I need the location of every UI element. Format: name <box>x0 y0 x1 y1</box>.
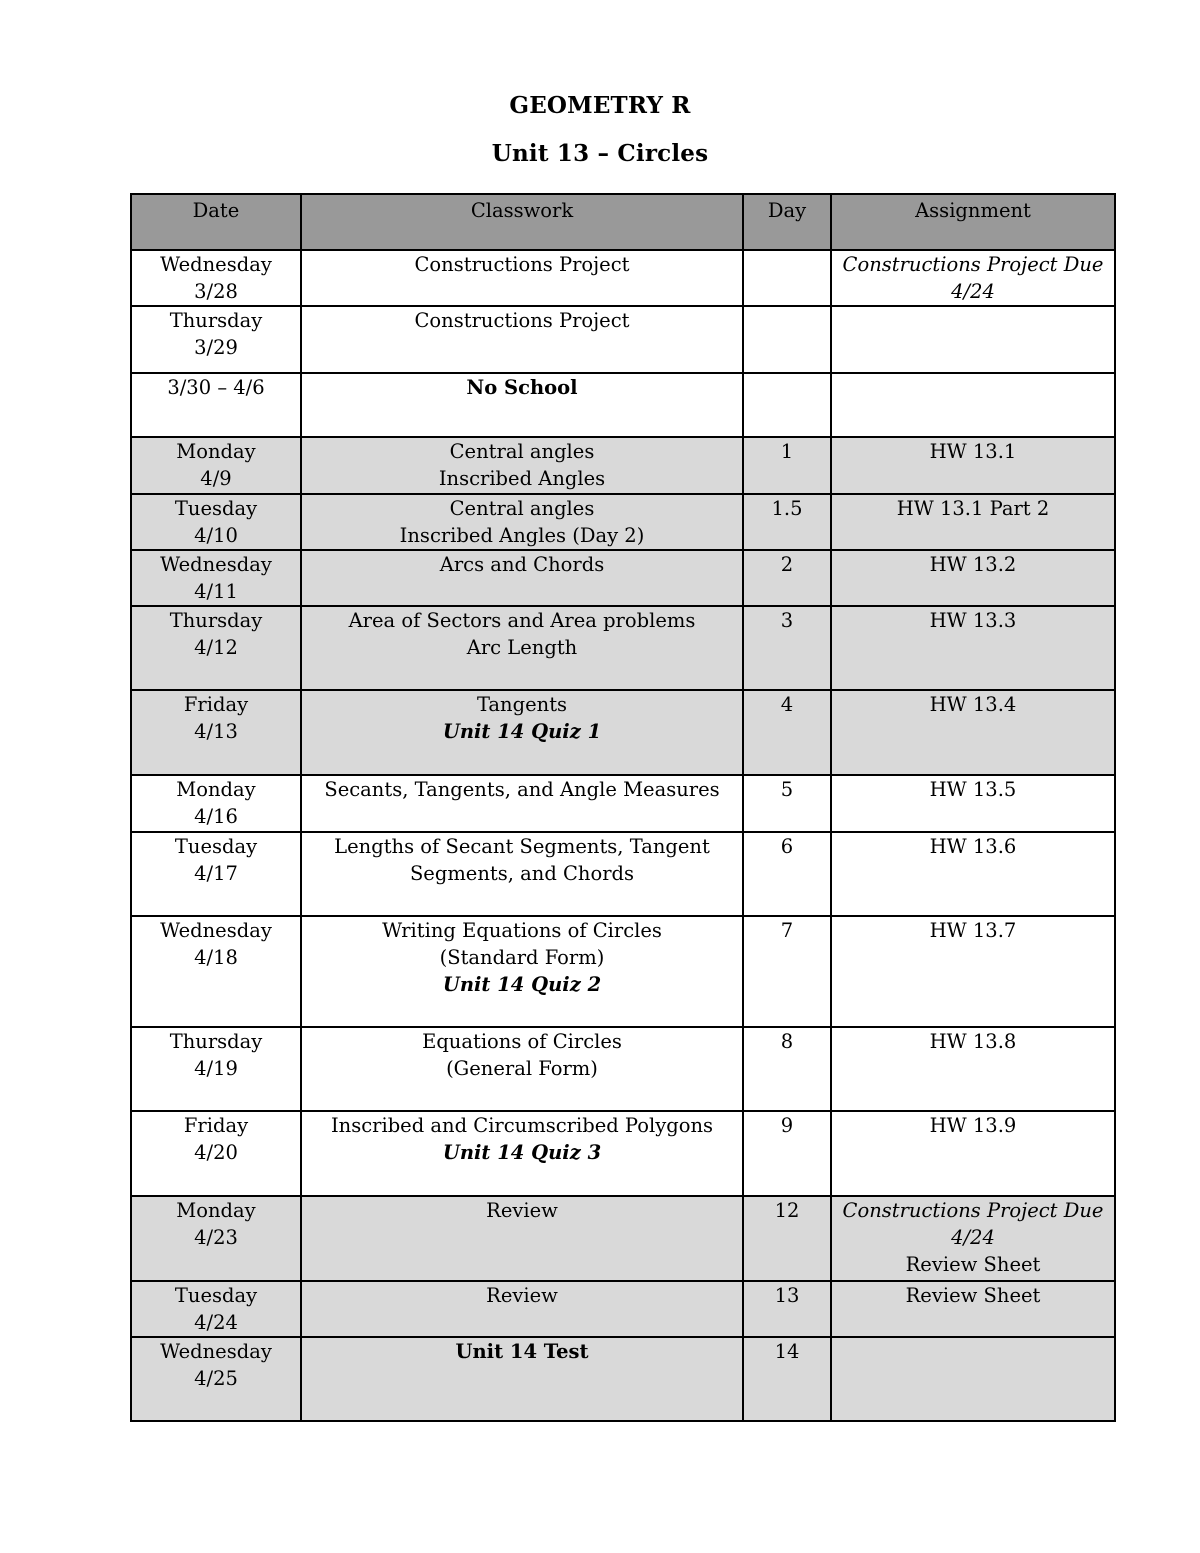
classwork-text: Arc Length <box>466 636 578 659</box>
assignment-text: 4/24 <box>951 1226 995 1249</box>
table-row <box>131 1337 1115 1421</box>
table-row <box>131 1281 1115 1337</box>
assignment-text: HW 13.3 <box>929 609 1017 632</box>
date-text: Friday <box>183 693 249 716</box>
classwork-text: (Standard Form) <box>439 946 605 969</box>
assignment-cell <box>831 916 1115 1027</box>
classwork-text: Arcs and Chords <box>439 553 605 576</box>
table-row <box>131 1196 1115 1281</box>
assignment-text: HW 13.9 <box>929 1114 1017 1137</box>
table-row <box>131 1027 1115 1111</box>
classwork-cell <box>301 832 743 916</box>
day-cell <box>743 437 831 494</box>
table-row <box>131 832 1115 916</box>
classwork-text: Unit 14 Quiz 2 <box>442 973 602 996</box>
classwork-text: Segments, and Chords <box>409 862 635 885</box>
assignment-text: Constructions Project Due <box>842 1199 1104 1222</box>
date-text: Thursday <box>169 1030 263 1053</box>
day-cell <box>743 550 831 606</box>
classwork-cell <box>301 690 743 775</box>
day-text: 5 <box>780 778 794 801</box>
classwork-cell <box>301 494 743 550</box>
table-row <box>131 494 1115 550</box>
header-date: Date <box>131 194 301 250</box>
assignment-text: HW 13.6 <box>929 835 1017 858</box>
date-text: 4/20 <box>194 1141 238 1164</box>
assignment-cell <box>831 494 1115 550</box>
classwork-cell <box>301 1337 743 1421</box>
schedule-table <box>130 193 1116 1422</box>
day-cell <box>743 1111 831 1196</box>
date-text: 4/10 <box>194 524 238 547</box>
date-cell <box>131 550 301 606</box>
date-text: Tuesday <box>174 835 258 858</box>
day-text: 6 <box>780 835 794 858</box>
assignment-text: HW 13.1 <box>929 440 1017 463</box>
date-cell <box>131 250 301 306</box>
day-cell <box>743 1196 831 1281</box>
assignment-cell <box>831 1027 1115 1111</box>
assignment-text: HW 13.1 Part 2 <box>896 497 1050 520</box>
date-text: 4/16 <box>194 805 238 828</box>
classwork-text: Inscribed Angles <box>438 467 606 490</box>
table-row <box>131 916 1115 1027</box>
classwork-cell <box>301 1281 743 1337</box>
classwork-cell <box>301 775 743 832</box>
day-cell <box>743 916 831 1027</box>
assignment-cell <box>831 1337 1115 1421</box>
day-cell <box>743 1027 831 1111</box>
assignment-cell <box>831 373 1115 437</box>
table-row <box>131 373 1115 437</box>
date-cell <box>131 1111 301 1196</box>
table-row <box>131 606 1115 690</box>
table-row <box>131 775 1115 832</box>
assignment-text: Review Sheet <box>905 1284 1041 1307</box>
date-text: Thursday <box>169 309 263 332</box>
date-cell <box>131 1196 301 1281</box>
classwork-text: Central angles <box>449 497 595 520</box>
day-cell <box>743 1337 831 1421</box>
date-text: 4/12 <box>194 636 238 659</box>
date-text: Tuesday <box>174 497 258 520</box>
date-cell <box>131 832 301 916</box>
date-text: Thursday <box>169 609 263 632</box>
date-text: 4/13 <box>194 720 238 743</box>
day-cell <box>743 373 831 437</box>
date-cell <box>131 494 301 550</box>
assignment-cell <box>831 1281 1115 1337</box>
table-row <box>131 550 1115 606</box>
header-row <box>131 194 1115 250</box>
classwork-text: Review <box>486 1284 558 1307</box>
assignment-cell <box>831 250 1115 306</box>
classwork-text: (General Form) <box>446 1057 598 1080</box>
day-text: 1.5 <box>771 497 803 520</box>
classwork-text: Constructions Project <box>414 309 630 332</box>
date-cell <box>131 437 301 494</box>
table-row <box>131 250 1115 306</box>
table-row <box>131 1111 1115 1196</box>
classwork-text: Inscribed and Circumscribed Polygons <box>330 1114 714 1137</box>
classwork-text: Central angles <box>449 440 595 463</box>
date-cell <box>131 1027 301 1111</box>
date-text: 4/24 <box>194 1311 238 1334</box>
date-text: 4/25 <box>194 1367 238 1390</box>
day-text: 12 <box>774 1199 800 1222</box>
classwork-text: Unit 14 Quiz 1 <box>442 720 602 743</box>
date-cell <box>131 690 301 775</box>
assignment-cell <box>831 775 1115 832</box>
date-text: Tuesday <box>174 1284 258 1307</box>
assignment-cell <box>831 437 1115 494</box>
assignment-text: HW 13.4 <box>929 693 1017 716</box>
date-text: 4/11 <box>194 580 238 603</box>
date-cell <box>131 775 301 832</box>
date-text: Wednesday <box>160 1340 272 1363</box>
document-title: GEOMETRY R <box>509 92 691 119</box>
date-text: 4/18 <box>194 946 238 969</box>
day-text: 8 <box>780 1030 794 1053</box>
classwork-cell <box>301 606 743 690</box>
date-text: Monday <box>176 1199 256 1222</box>
header-classwork: Classwork <box>301 194 743 250</box>
table-row <box>131 690 1115 775</box>
classwork-cell <box>301 1027 743 1111</box>
classwork-cell <box>301 1196 743 1281</box>
classwork-text: Secants, Tangents, and Angle Measures <box>324 778 720 801</box>
date-cell <box>131 1337 301 1421</box>
day-cell <box>743 250 831 306</box>
day-text: 4 <box>780 693 794 716</box>
classwork-text: Unit 14 Test <box>455 1340 589 1363</box>
day-text: 9 <box>780 1114 794 1137</box>
classwork-text: Inscribed Angles (Day 2) <box>399 524 645 547</box>
assignment-text: 4/24 <box>951 280 995 303</box>
assignment-cell <box>831 690 1115 775</box>
date-cell <box>131 373 301 437</box>
assignment-text: HW 13.7 <box>929 919 1017 942</box>
assignment-cell <box>831 1111 1115 1196</box>
day-cell <box>743 494 831 550</box>
date-cell <box>131 606 301 690</box>
day-text: 13 <box>774 1284 800 1307</box>
day-cell <box>743 606 831 690</box>
date-text: Friday <box>183 1114 249 1137</box>
date-text: Wednesday <box>160 553 272 576</box>
classwork-text: Equations of Circles <box>422 1030 622 1053</box>
date-text: 4/17 <box>194 862 238 885</box>
date-text: 3/30 – 4/6 <box>167 376 265 399</box>
assignment-cell <box>831 1196 1115 1281</box>
day-text: 1 <box>780 440 794 463</box>
date-text: Monday <box>176 778 256 801</box>
classwork-cell <box>301 250 743 306</box>
classwork-text: Writing Equations of Circles <box>382 919 662 942</box>
classwork-cell <box>301 550 743 606</box>
classwork-text: Unit 14 Quiz 3 <box>442 1141 602 1164</box>
header-day: Day <box>743 194 831 250</box>
document-subtitle: Unit 13 – Circles <box>491 140 709 167</box>
date-cell <box>131 1281 301 1337</box>
date-text: Wednesday <box>160 919 272 942</box>
classwork-text: Review <box>486 1199 558 1222</box>
date-cell <box>131 306 301 373</box>
assignment-text: HW 13.8 <box>929 1030 1017 1053</box>
classwork-text: Lengths of Secant Segments, Tangent <box>334 835 710 858</box>
table-row <box>131 306 1115 373</box>
day-text: 7 <box>780 919 794 942</box>
day-text: 14 <box>774 1340 800 1363</box>
classwork-text: Constructions Project <box>414 253 630 276</box>
classwork-cell <box>301 916 743 1027</box>
day-cell <box>743 306 831 373</box>
classwork-cell <box>301 437 743 494</box>
assignment-cell <box>831 832 1115 916</box>
classwork-cell <box>301 306 743 373</box>
assignment-text: Review Sheet <box>905 1253 1041 1276</box>
date-text: 3/29 <box>194 336 238 359</box>
day-cell <box>743 1281 831 1337</box>
date-text: Wednesday <box>160 253 272 276</box>
date-text: 3/28 <box>194 280 238 303</box>
day-cell <box>743 775 831 832</box>
assignment-cell <box>831 550 1115 606</box>
assignment-text: Constructions Project Due <box>842 253 1104 276</box>
schedule-body <box>131 250 1115 1421</box>
date-text: 4/23 <box>194 1226 238 1249</box>
table-row <box>131 437 1115 494</box>
classwork-text: No School <box>466 376 578 399</box>
classwork-text: Tangents <box>476 693 568 716</box>
header-assignment: Assignment <box>831 194 1115 250</box>
day-cell <box>743 690 831 775</box>
classwork-cell <box>301 1111 743 1196</box>
day-text: 2 <box>780 553 794 576</box>
assignment-text: HW 13.2 <box>929 553 1017 576</box>
date-text: 4/19 <box>194 1057 238 1080</box>
day-text: 3 <box>780 609 794 632</box>
date-text: Monday <box>176 440 256 463</box>
date-cell <box>131 916 301 1027</box>
classwork-cell <box>301 373 743 437</box>
assignment-text: HW 13.5 <box>929 778 1017 801</box>
day-cell <box>743 832 831 916</box>
assignment-cell <box>831 606 1115 690</box>
assignment-cell <box>831 306 1115 373</box>
classwork-text: Area of Sectors and Area problems <box>348 609 696 632</box>
date-text: 4/9 <box>200 467 232 490</box>
